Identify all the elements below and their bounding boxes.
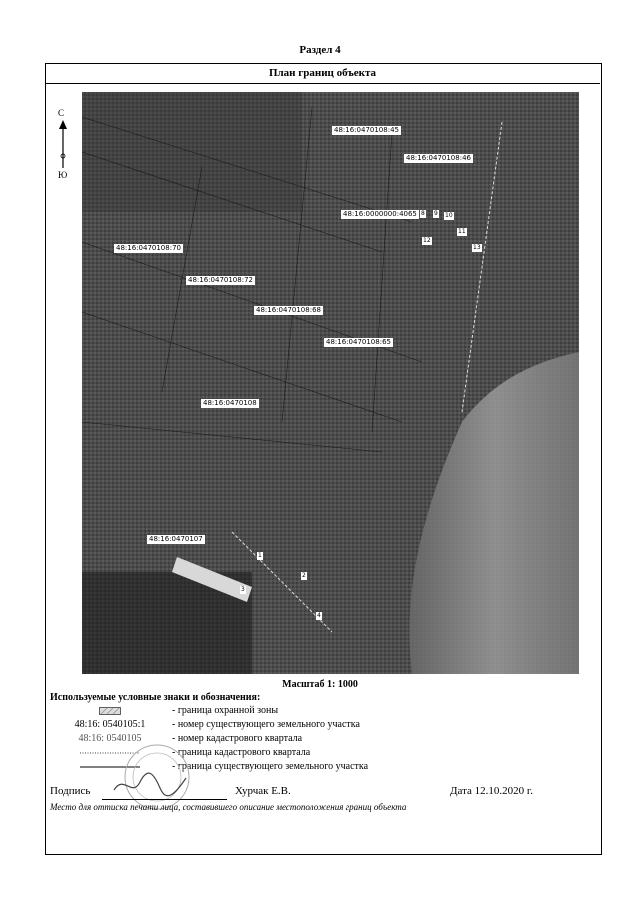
plot-label: 48:16:0470108:65 [326,338,391,346]
plot-label: 48:16:0000000:4065 [343,210,417,218]
map-scale: Масштаб 1: 1000 [282,679,358,690]
point-mark: 3 [241,586,245,593]
point-mark: 4 [317,612,321,619]
compass-north-label: С [58,108,65,118]
legend-symbol: 48:16: 0540105 [78,733,142,744]
point-mark: 9 [434,210,438,217]
point-mark: 12 [423,237,431,244]
legend-title: Используемые условные знаки и обозначения: [50,692,261,703]
map-imagery [82,92,579,674]
section-title: Раздел 4 [299,44,341,56]
point-mark: 10 [445,212,453,219]
compass-south-label: Ю [58,170,68,180]
quarter-label: 48:16:0470107 [149,535,203,543]
north-arrow-icon [58,120,68,170]
signature-underline [102,799,227,800]
legend-symbol [50,704,170,718]
legend-description: - номер существующего земельного участка [172,719,360,730]
plot-label: 48:16:0470108:45 [334,126,399,134]
plan-title: План границ объекта [45,63,600,84]
legend-symbol: 48:16: 0540105:1 [74,719,146,730]
signature-label: Подпись [50,785,91,797]
point-mark: 1 [258,552,262,559]
signatory-name: Хурчак Е.В. [235,785,291,797]
plot-label: 48:16:0470108:70 [116,244,181,252]
aerial-map [82,92,579,674]
legend-row-plot-number [50,718,530,732]
legend-description: - граница охранной зоны [172,705,279,716]
signature-scribble-icon [110,770,190,800]
legend-description: - граница существующего земельного участка [172,761,369,772]
stamp-note: Место для оттиска печати лица, составившего описание местоположения границ объекта [50,802,407,812]
plot-label: 48:16:0470108:68 [256,306,321,314]
legend-row-protection-zone [50,704,530,718]
plot-label: 48:16:0470108:72 [188,276,253,284]
point-mark: 13 [473,244,481,251]
plot-label: 48:16:0470108:46 [406,154,471,162]
legend-description: - номер кадастрового квартала [172,733,303,744]
protection-zone-swatch-icon [99,707,121,715]
point-mark: 2 [302,572,306,579]
point-mark: 8 [421,210,425,217]
point-mark: 11 [458,228,466,235]
signature-date: Дата 12.10.2020 г. [450,785,533,797]
quarter-label: 48:16:0470108 [203,399,257,407]
legend-description: - граница кадастрового квартала [172,747,311,758]
